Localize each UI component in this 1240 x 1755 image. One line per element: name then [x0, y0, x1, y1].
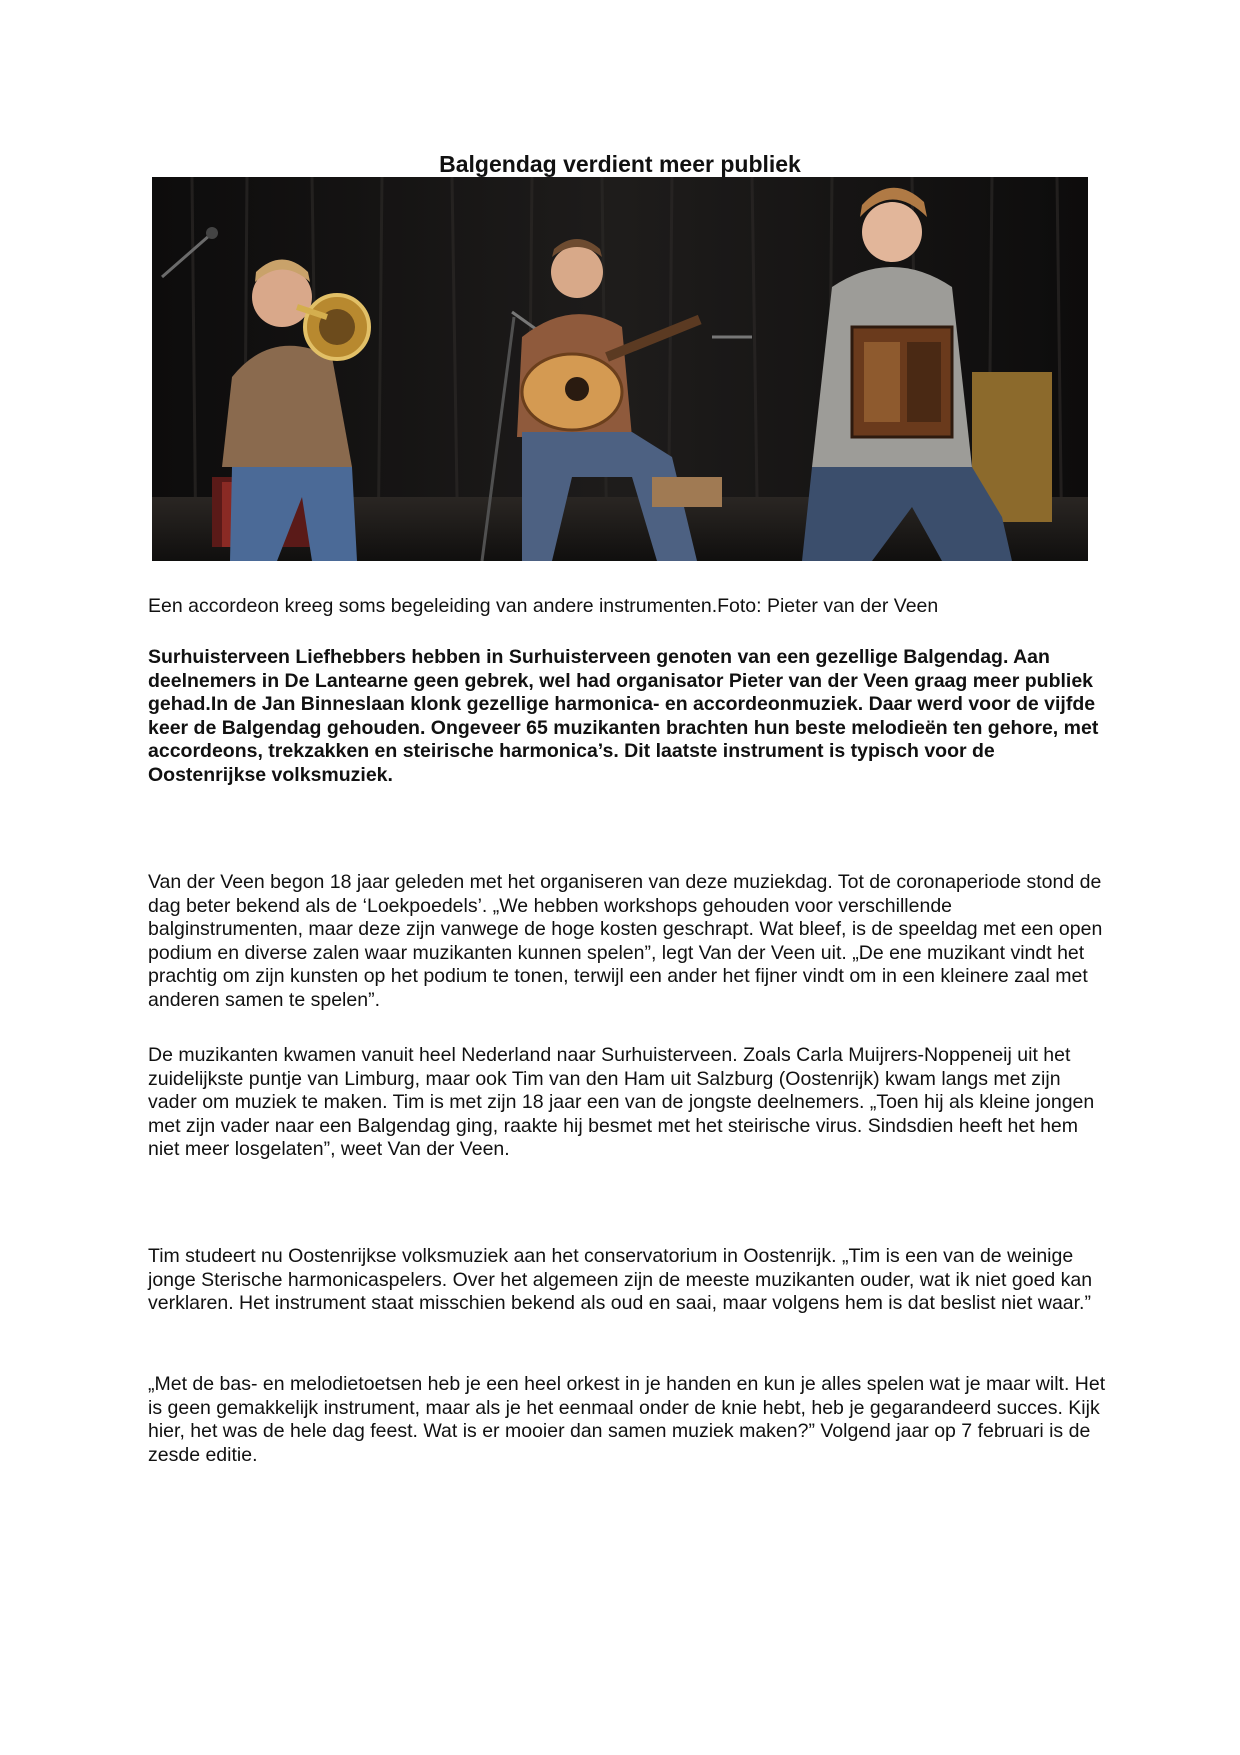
article-lead: Surhuisterveen Liefhebbers hebben in Surhuisterveen genoten van een gezellige Balgendag. Aan deelnemers in De Lantearne geen gebrek, wel had organisator Pieter van der Veen graag meer publiek gehad.In de Jan Binneslaan klonk gezellige harmonica- en accordeonmuziek. Daar werd voor de vijfde keer de Balgendag gehouden. Ongeveer 65 muzikanten brachten hun beste melodieën ten gehore, met accordeons, trekzakken en steirische harmonica’s. Dit laatste instrument is typisch voor de Oostenrijkse volksmuziek.: [148, 646, 1099, 786]
article-title: Balgendag verdient meer publiek: [439, 151, 801, 177]
article-photo: [152, 177, 1088, 561]
musicians-photo-illustration: [152, 177, 1088, 561]
body-paragraph: Tim studeert nu Oostenrijkse volksmuziek aan het conservatorium in Oostenrijk. „Tim is een van de weinige jonge Sterische harmonicaspelers. Over het algemeen zijn de meeste muzikanten ouder, wat ik niet goed kan verklaren. Het instrument staat misschien bekend als oud en saai, maar volgens hem is dat beslist niet waar.”: [148, 1245, 1093, 1314]
body-paragraph: „Met de bas- en melodietoetsen heb je een heel orkest in je handen en kun je alles spelen wat je maar wilt. Het is geen gemakkelijk instrument, maar als je het eenmaal onder de knie hebt, heb je gegarandeerd succes. Kijk hier, het was de hele dag feest. Wat is er mooier dan samen muziek maken?” Volgend jaar op 7 februari is de zesde editie.: [148, 1373, 1106, 1466]
body-paragraph: Van der Veen begon 18 jaar geleden met het organiseren van deze muziekdag. Tot de coronaperiode stond de dag beter bekend als de ‘Loekpoedels’. „We hebben workshops gehouden voor verschillende balginstrumenten, maar deze zijn vanwege de hoge kosten geschrapt. Wat bleef, is de speeldag met een open podium en diverse zalen waar muzikanten kunnen spelen”, legt Van der Veen uit. „De ene muzikant vindt het prachtig om zijn kunsten op het podium te tonen, terwijl een ander het fijner vindt om in een kleinere zaal met anderen samen te spelen”.: [148, 871, 1103, 1011]
photo-caption: Een accordeon kreeg soms begeleiding van andere instrumenten.Foto: Pieter van der Veen: [148, 595, 939, 617]
body-paragraph: De muzikanten kwamen vanuit heel Nederland naar Surhuisterveen. Zoals Carla Muijrers-Noppeneij uit het zuidelijkste puntje van Limburg, maar ook Tim van den Ham uit Salzburg (Oostenrijk) kwam langs met zijn vader om muziek te maken. Tim is met zijn 18 jaar een van de jongste deelnemers. „Toen hij als kleine jongen met zijn vader naar een Balgendag ging, raakte hij besmet met het steirische virus. Sindsdien heeft het hem niet meer losgelaten”, weet Van der Veen.: [148, 1044, 1095, 1160]
